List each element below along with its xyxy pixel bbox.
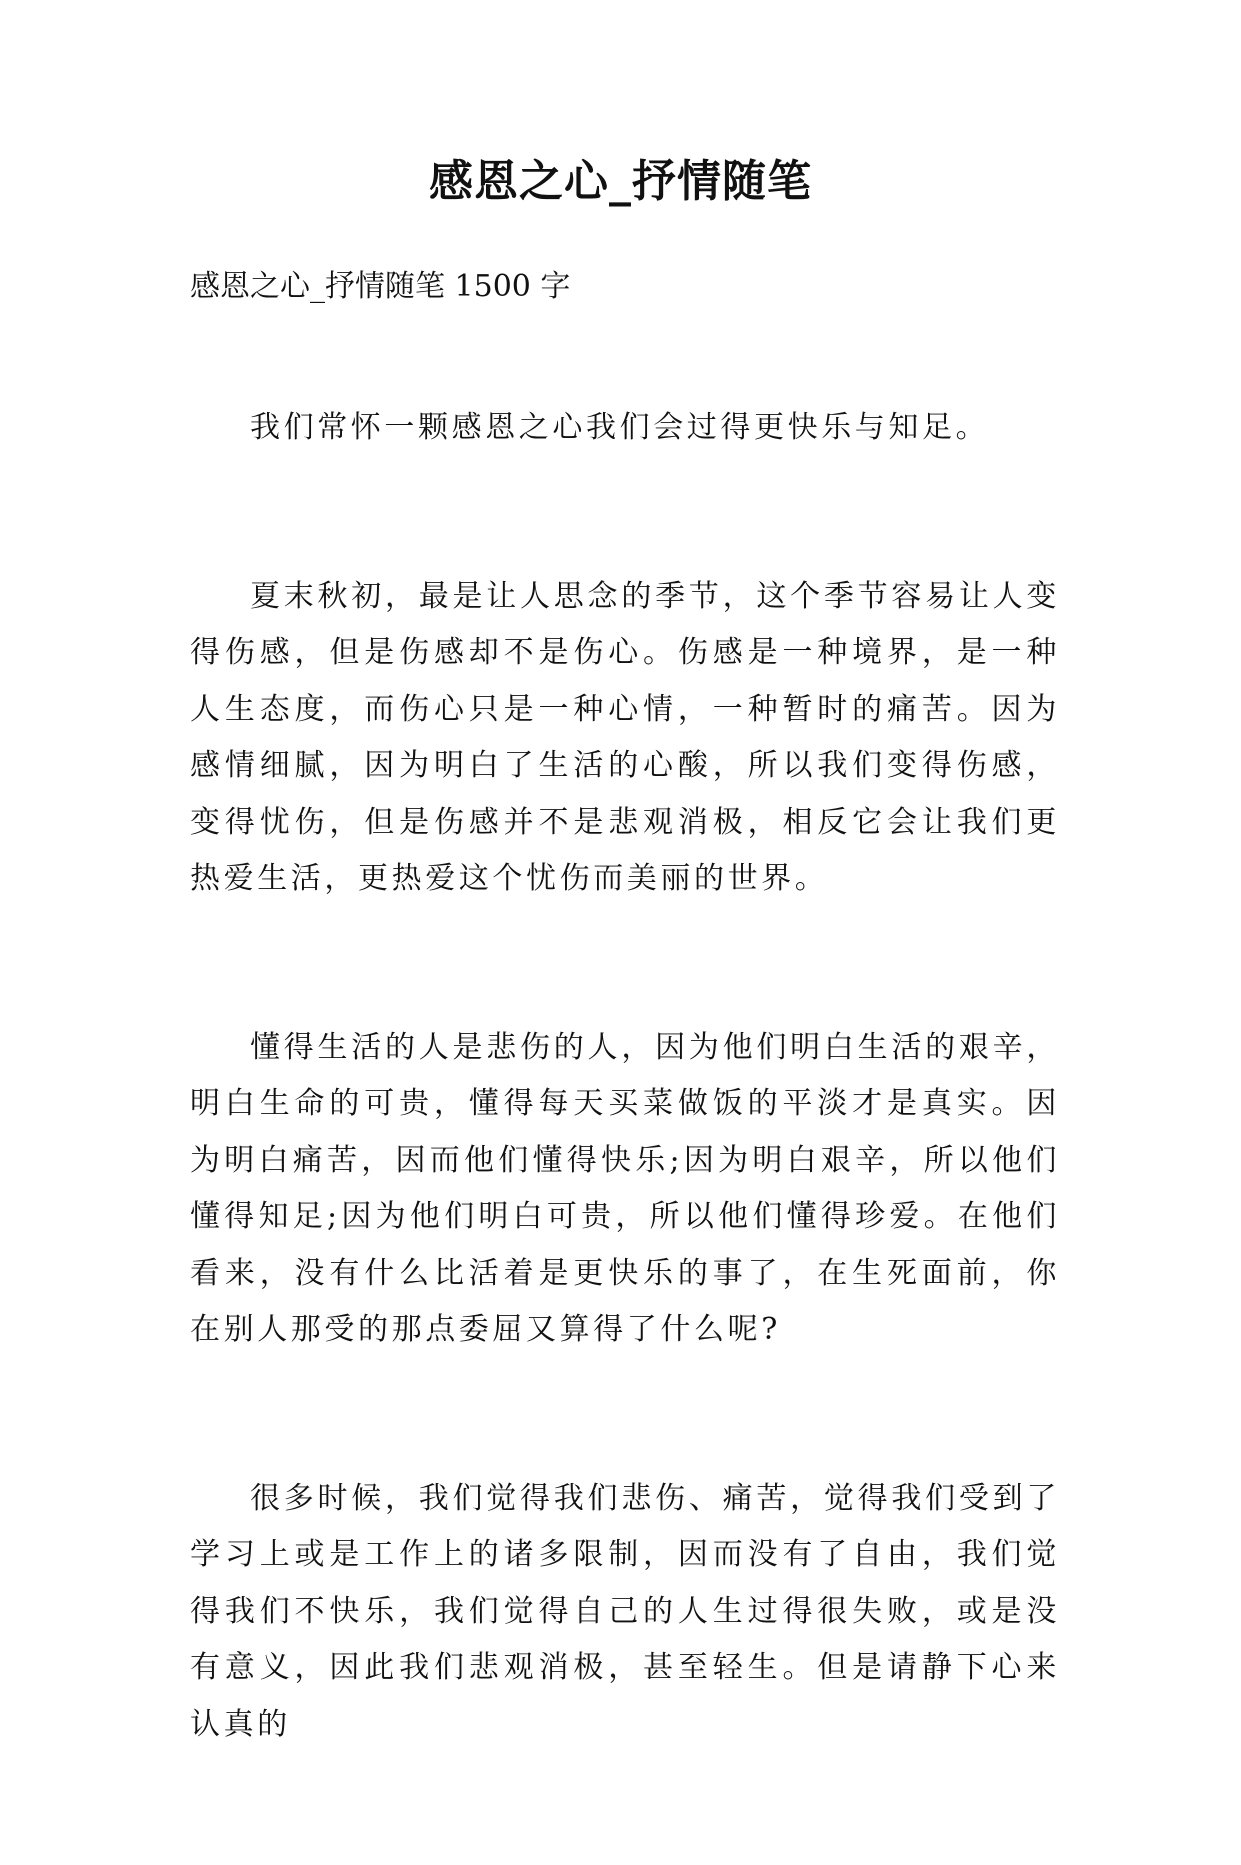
paragraph: 夏末秋初，最是让人思念的季节，这个季节容易让人变得伤感，但是伤感却不是伤心。伤感是一种境界，是一种人生态度，而伤心只是一种心情，一种暂时的痛苦。因为感情细腻，因为明白了生活的心酸，所以我们变得伤感，变得忧伤，但是伤感并不是悲观消极，相反它会让我们更热爱生活，更热爱这个忧伤而美丽的世界。 [190, 578, 1060, 896]
paragraph: 懂得生活的人是悲伤的人，因为他们明白生活的艰辛，明白生命的可贵，懂得每天买菜做饭的平淡才是真实。因为明白痛苦，因而他们懂得快乐;因为明白艰辛，所以他们懂得知足;因为他们明白可贵，所以他们懂得珍爱。在他们看来，没有什么比活着是更快乐的事了，在生死面前，你在别人那受的那点委屈又算得了什么呢? [190, 1029, 1060, 1347]
document-title: 感恩之心_抒情随笔 [429, 156, 812, 207]
paragraph: 很多时候，我们觉得我们悲伤、痛苦，觉得我们受到了学习上或是工作上的诸多限制，因而没有了自由，我们觉得我们不快乐，我们觉得自己的人生过得很失败，或是没有意义，因此我们悲观消极，甚至轻生。但是请静下心来认真的 [190, 1480, 1060, 1742]
paragraph: 我们常怀一颗感恩之心我们会过得更快乐与知足。 [250, 410, 990, 445]
document-body [190, 400, 1060, 1865]
document-subtitle: 感恩之心_抒情随笔 1500 字 [190, 269, 571, 304]
